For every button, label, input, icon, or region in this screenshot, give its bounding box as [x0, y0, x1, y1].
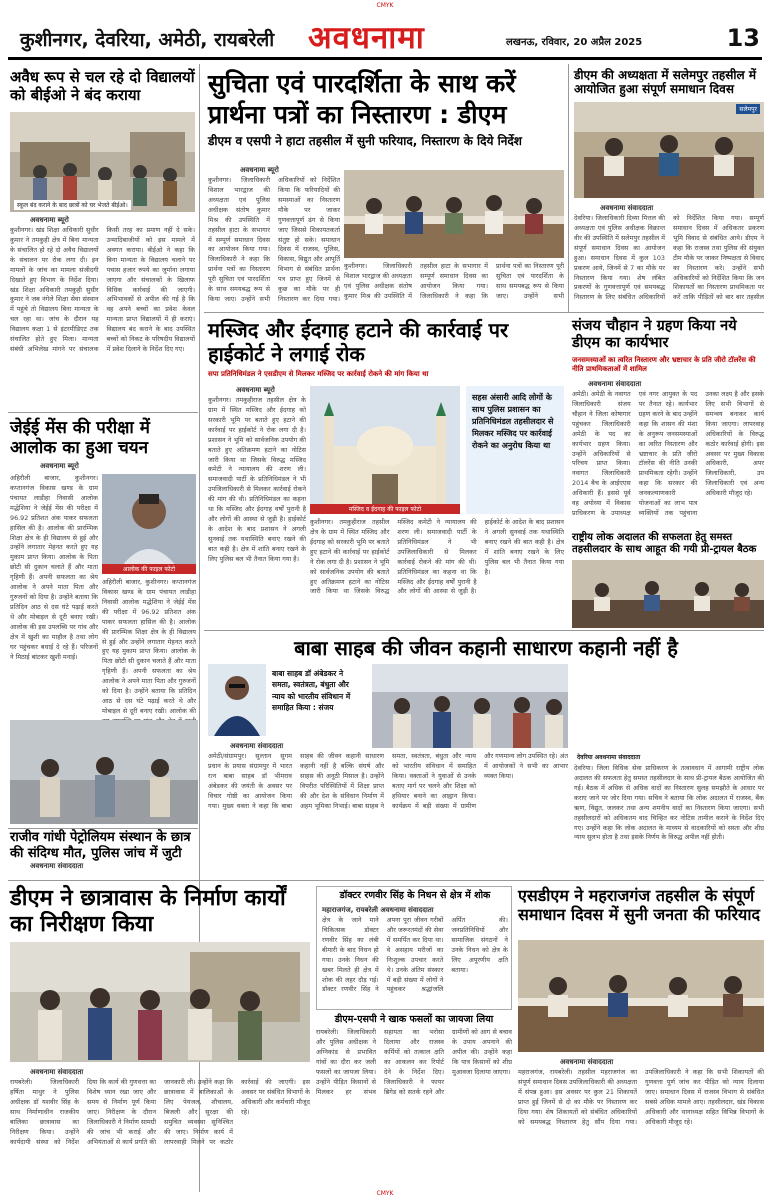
article-body: अमेठी/संग्रामपुर। सुल्तान सुगम प्रधान के प्रयास संग्रामपुर में भारत रत्न बाबा साहब डॉ भीमराव अंबेडकर की जयंती के अवसर पर विचार गोष्ठी का आयोजन किया गया। मुख्य वक्ता ने कहा कि बाबा साहब की जीवन कहानी साधारण कहानी नहीं है बल्कि संघर्ष और साहस की अनूठी मिसाल है। उन्होंने विपरीत परिस्थितियों में शिक्षा प्राप्त की और देश के संविधान निर्माण में अहम भूमिका निभाई। बाबा साहब ने समता, स्वतंत्रता, बंधुता और न्याय को भारतीय संविधान में समाहित किया। वक्ताओं ने युवाओं से उनके बताए मार्ग पर चलने और शिक्षा को हथियार बनाने का आह्वान किया। कार्यक्रम में बड़ी संख्या में ग्रामीण और गणमान्य लोग उपस्थित रहे। अंत में आयोजकों ने सभी का आभार व्यक्त किया।	[208, 752, 568, 810]
pull-quote-text: सहस अंसारी आदि लोगों के साथ पुलिस प्रशासन का प्रतिनिधिमंडल तहसीलदार से मिलकर मस्जिद पर कार्रवाई रोकने का अनुरोध किया था	[472, 393, 554, 450]
article-body: क्षेत्र के जाने माने चिकित्सक डॉक्टर रणवीर सिंह का लंबी बीमारी के बाद निधन हो गया। उनके निधन की खबर मिलते ही क्षेत्र में शोक की लहर दौड़ गई। डॉक्टर रणवीर सिंह ने अपना पूरा जीवन गरीबों और जरूरतमंदों की सेवा में समर्पित कर दिया था। वे असहाय मरीजों का निःशुल्क उपचार करते थे। उनके अंतिम संस्कार में बड़ी संख्या में लोगों ने पहुंचकर श्रद्धांजलि अर्पित की। जनप्रतिनिधियों और सामाजिक संगठनों ने उनके निधन को क्षेत्र के लिए अपूरणीय क्षति बताया।	[322, 916, 508, 994]
photo-hostel-inspection-image	[10, 942, 310, 1062]
article-body-continued	[310, 518, 564, 628]
byline: अवधनामा ब्यूरो	[236, 386, 275, 394]
subhead-lead: डीएम व एसपी ने हाटा तहसील में सुनी फरियाद, निस्तारण के दिये निर्देश	[208, 134, 522, 148]
article-body: देवरिया। जिलाधिकारी दिव्या मित्तल की अध्यक्षता एवं पुलिस अधीक्षक विक्रान्त वीर की उपस्थिति में सलेमपुर तहसील में संपूर्ण समाधान दिवस का आयोजन हुआ। समाधान दिवस में कुल 103 प्रकरण आये, जिनमें से 7 का मौके पर निस्तारण किया गया। शेष लंबित प्रकरणों के गुणवत्तापूर्ण एवं समयबद्ध निस्तारण के लिए संबंधित अधिकारियों को निर्देशित किया गया। सम्पूर्ण समाधान दिवस में अधिकतर प्रकरण भूमि विवाद से संबंधित आये। डीएम ने कहा कि राजस्व तथा पुलिस की संयुक्त टीम मौके पर जाकर निष्पक्षता से विवाद का निस्तारण करे। उन्होंने सभी अधिकारियों को निर्देशित किया कि जन शिकायतों का निस्तारण प्राथमिकता पर करें ताकि पीड़ितों को बार बार तहसील	[574, 214, 764, 302]
spacer	[208, 876, 209, 877]
spacer	[10, 872, 11, 873]
photo-salempur-image	[574, 102, 764, 198]
byline: अवधनामा संवाददाता	[588, 380, 642, 388]
headline-masjid: मस्जिद और ईदगाह हटाने की कार्रवाई पर हाईकोर्ट ने लगाई रोक	[208, 318, 509, 366]
byline: अवधनामा संवाददाता	[30, 1068, 84, 1076]
page-number: 13	[726, 24, 760, 52]
pull-quote-masjid	[466, 386, 564, 514]
article-body: अमेठी। अमेठी के नवागत जिलाधिकारी संजय चौहान ने जिला कोषागार पहुंचकर जिलाधिकारी अमेठी के पद का कार्यभार ग्रहण किया। उन्होंने अधिकारियों से परिचय प्राप्त किया। नवागत जिलाधिकारी 2014 बैच के आईएएस अधिकारी हैं। इससे पूर्व वह अयोध्या में विकास प्राधिकरण के उपाध्यक्ष एवं नगर आयुक्त के पद पर तैनात रहे। कार्यभार ग्रहण करने के बाद उन्होंने कहा कि शासन की मंशा के अनुरूप जनसमस्याओं का त्वरित निस्तारण और भ्रष्टाचार के प्रति जीरो टॉलरेंस की नीति उनकी प्राथमिकता रहेगी। उन्होंने कहा कि सरकार की जनकल्याणकारी योजनाओं का लाभ पात्र व्यक्तियों तक पहुंचाना उनका लक्ष्य है और इसके लिए सभी विभागों से समन्वय बनाकर कार्य किया जाएगा। लापरवाह अधिकारियों के विरुद्ध कठोर कार्रवाई होगी। इस अवसर पर मुख्य विकास अधिकारी, अपर जिलाधिकारी, उप जिलाधिकारी एवं अन्य अधिकारी मौजूद रहे।	[572, 390, 764, 518]
byline: महाराजगंज, रायबरेली अवधनामा संवाददाता	[322, 906, 434, 914]
section-rule	[8, 412, 198, 413]
article-body: रायबरेली। जिलाधिकारी हर्षिता माथुर ने पुलिस अधीक्षक डॉ यशवीर सिंह के साथ निर्माणाधीन राजकीय बालिका छात्रावास का निरीक्षण किया। उन्होंने कार्यदायी संस्था को निर्देश दिया कि कार्य की गुणवत्ता का विशेष ध्यान रखा जाए और समय से निर्माण पूर्ण किया जाए। निरीक्षण के दौरान जिलाधिकारी ने निर्माण सामग्री की जांच भी कराई और अभियंताओं से कार्य प्रगति की जानकारी ली। उन्होंने कहा कि छात्रावास में बालिकाओं के लिए पेयजल, शौचालय, बिजली और सुरक्षा की समुचित व्यवस्था सुनिश्चित की जाए। निर्माण कार्य में लापरवाही मिलने पर कठोर कार्रवाई की जाएगी। इस अवसर पर संबंधित विभागों के अधिकारी और कर्मचारी मौजूद रहे।	[10, 1078, 310, 1146]
photo-babasaheb-event	[372, 664, 568, 748]
article-body: अहिरौली बाजार, कुशीनगर। कप्तानगंज विकास खण्ड के ग्राम पंचायत लाडीहा निवासी आलोक मद्धेशिया ने जेईई मेंस की परीक्षा में 96.92 प्रतिशत अंक पाकर सफलता हासिल की है। आलोक की प्रारम्भिक शिक्षा क्षेत्र के ही विद्यालय से हुई और उन्होंने लगातार मेहनत करते हुए यह मुकाम प्राप्त किया। आलोक के पिता छोटी सी दुकान चलाते हैं और माता गृहिणी हैं। अपनी सफलता का श्रेय आलोक ने अपने माता पिता और गुरुजनों को दिया है। उन्होंने बताया कि प्रतिदिन आठ से दस घंटे पढ़ाई करते थे और मोबाइल से दूरी बनाए रखी। आलोक की इस उपलब्धि पर गांव और क्षेत्र में खुशी का माहौल है तथा लोग घर पहुंचकर बधाई दे रहे हैं। परिजनों ने मिठाई बांटकर खुशी मनाई।	[10, 474, 98, 661]
cmyk-mark: CMYK	[376, 2, 394, 9]
article-body: कुशीनगर। जिलाधिकारी विशाल भारद्वाज की अध्यक्षता एवं पुलिस अधीक्षक संतोष कुमार मिश्र की उपस्थिति में तहसील हाटा के सभागार में सम्पूर्ण समाधान दिवस का आयोजन किया गया। जिलाधिकारी ने कहा कि प्रार्थना पत्रों का निस्तारण पूरी सुचिता एवं पारदर्शिता के साथ समयबद्ध रूप से किया जाए। उन्होंने सभी अधिकारियों को निर्देशित किया कि फरियादियों की समस्याओं का निस्तारण मौके पर जाकर गुणवत्तापूर्ण ढंग से किया जाए जिससे शिकायतकर्ता संतुष्ट हो सके। समाधान दिवस में राजस्व, पुलिस, विकास, विद्युत और आपूर्ति विभाग से संबंधित प्रार्थना पत्र प्राप्त हुए जिनमें से कुछ का मौके पर ही निस्तारण कर दिया गया।	[208, 176, 340, 304]
photo-alok	[102, 474, 196, 574]
subhead-masjid: सपा प्रतिनिधिमंडल ने एसडीएम से मिलकर मस्जिद पर कार्रवाई रोकने की मांग किया था	[208, 370, 429, 378]
byline: अवधनामा संवाददाता	[230, 742, 284, 750]
issue-date: लखनऊ, रविवार, 20 अप्रैल 2025	[506, 37, 643, 48]
headline-bso: अवैध रूप से चल रहे दो विद्यालयों को बीईओ ने बंद कराया	[10, 68, 195, 104]
photo-rgpi	[10, 720, 198, 824]
masthead-cities: कुशीनगर, देवरिया, अमेठी, रायबरेली	[20, 29, 275, 51]
photo-ambedkar	[208, 664, 266, 736]
spacer	[572, 636, 573, 637]
pull-quote-text: बाबा साहब डॉ अंबेडकर ने समता, स्वतंत्रता, बंधुता और न्याय को भारतीय संविधान में समाहित किया : संजय	[272, 669, 351, 712]
photo-masjid-image	[310, 386, 460, 514]
headline-jee: जेईई मेंस की परीक्षा में आलोक का हुआ चयन	[10, 418, 150, 459]
section-rule	[204, 630, 764, 631]
article-body: कुशीनगर। खंड शिक्षा अधिकारी सुधीर कुमार ने तमकुही क्षेत्र में बिना मान्यता के संचालित हो रहे दो अवैध विद्यालयों के संचालन पर रोक लगा दी। इन मामलों के जांच का मामला संजीदगी दिखाते हुए विभाग के निर्देश दिया। खंड शिक्षा अधिकारी तमकुही सुधीर कुमार ने जब नंगेले शिक्षा सेवा संस्थान में पहुंचे तो विद्यालय बिना मान्यता के चल रहा था। जांच के दौरान यह विद्यालय कक्षा 1 से इंटरमीडिएट तक संचालित होते हुए मिला। मान्यता संबंधी अभिलेख मांगने पर संचालक किसी तरह का प्रमाण नहीं दे सके। उन्मादिबाजीयों को इस मामले में अवगत कराया। बीईओ ने कहा कि बिना मान्यता के विद्यालय चलाने पर पचास हजार रुपये का जुर्माना लगाया जाएगा और संचालकों के खिलाफ विधिक कार्रवाई की जाएगी। अभिभावकों से अपील की गई है कि वह अपने बच्चों का प्रवेश केवल मान्यता प्राप्त विद्यालयों में ही कराएं। विद्यालय बंद कराने के बाद उपस्थित बच्चों को निकट के परिषदीय विद्यालयों में प्रवेश दिलाने के निर्देश दिए गए।	[10, 226, 195, 354]
headline-dm-hostel: डीएम ने छात्रावास के निर्माण कार्यों का निरीक्षण किया	[10, 886, 286, 938]
headline-obituary: डॉक्टर रणवीर सिंह के निधन से क्षेत्र में शोक	[339, 890, 491, 901]
photo-lokadalat-image	[572, 560, 764, 628]
column-rule	[568, 64, 569, 312]
byline: अवधनामा संवाददाता	[600, 204, 654, 212]
masthead	[8, 10, 762, 60]
pull-quote-babasaheb	[268, 664, 368, 736]
headline-lokadalat: राष्ट्रीय लोक अदालत की सफलता हेतु समस्त तहसीलदार के साथ आहूत की गयी प्री-ट्रायल बैठक	[572, 532, 757, 555]
photo-caption: सलेमपुर	[736, 104, 760, 114]
photo-masjid	[310, 386, 460, 514]
photo-sdm-image	[518, 940, 764, 1052]
photo-caption: स्कूल बंद कराने के बाद छात्रों को घर भेजते बीईओ।	[14, 200, 131, 210]
photo-alok-image	[102, 474, 196, 574]
photo-hostel-inspection	[10, 942, 310, 1062]
newspaper-logo: अवधनामा	[308, 20, 425, 56]
photo-samadhan-hata	[344, 170, 564, 258]
headline-rgpi: राजीव गांधी पेट्रोलियम संस्थान के छात्र की संदिग्ध मौत, पुलिस जांच में जुटी	[10, 830, 191, 861]
photo-caption: मस्जिद व ईदगाह की फाइल फोटो	[310, 504, 460, 514]
cmyk-mark-bottom: CMYK	[376, 1190, 394, 1197]
article-body-continued-text: कुशीनगर। जिलाधिकारी विशाल भारद्वाज की अध्यक्षता एवं पुलिस अधीक्षक संतोष कुमार मिश्र की उपस्थिति में तहसील हाटा के सभागार में सम्पूर्ण समाधान दिवस का आयोजन किया गया। जिलाधिकारी ने कहा कि प्रार्थना पत्रों का निस्तारण पूरी सुचिता एवं पारदर्शिता के साथ समयबद्ध रूप से किया जाए। उन्होंने सभी	[344, 262, 564, 300]
section-rule	[8, 880, 764, 881]
headline-fire: डीएम-एसपी ने खाक फसलों का जायजा लिया	[334, 1014, 494, 1025]
photo-samadhan-hata-image	[344, 170, 564, 258]
subhead-sanjay: जनसमस्याओं का त्वरित निस्तारण और भ्रष्टाचार के प्रति जीरो टॉलरेंस की नीति प्राथमिकताओं में शामिल	[572, 356, 756, 373]
byline: अवधनामा संवाददाता	[30, 862, 84, 870]
article-body: महराजगंज, रायबरेली। तहसील महराजगंज का संपूर्ण समाधान दिवस उपजिलाधिकारी की अध्यक्षता में संपन्न हुआ। इस अवसर पर कुल 21 शिकायतें प्राप्त हुईं जिनमें से दो का मौके पर निस्तारण कर दिया गया। शेष शिकायतों को संबंधित अधिकारियों को समयबद्ध निस्तारण हेतु सौंप दिया गया। उपजिलाधिकारी ने कहा कि सभी शिकायतों की गुणवत्ता पूर्ण जांच कर पीड़ित को न्याय दिलाया जाए। समाधान दिवस में राजस्व विभाग से संबंधित सबसे अधिक मामले आए। तहसीलदार, खंड विकास अधिकारी और थानाध्यक्ष सहित विभिन्न विभागों के अधिकारी मौजूद रहे।	[518, 1068, 764, 1126]
article-body-continued-text: अहिरौली बाजार, कुशीनगर। कप्तानगंज विकास खण्ड के ग्राम पंचायत लाडीहा निवासी आलोक मद्धेशिया ने जेईई मेंस की परीक्षा में 96.92 प्रतिशत अंक पाकर सफलता हासिल की है। आलोक की प्रारम्भिक शिक्षा क्षेत्र के ही विद्यालय से हुई और उन्होंने लगातार मेहनत करते हुए यह मुकाम प्राप्त किया। आलोक के पिता छोटी सी दुकान चलाते हैं और माता गृहिणी हैं। अपनी सफलता का श्रेय आलोक ने अपने माता पिता और गुरुजनों को दिया है। उन्होंने बताया कि प्रतिदिन आठ से दस घंटे पढ़ाई करते थे और मोबाइल से दूरी बनाए रखी। आलोक की	[102, 578, 196, 715]
photo-caption: आलोक की फाइल फोटो	[102, 564, 196, 574]
headline-babasaheb: बाबा साहब की जीवन कहानी साधारण कहानी नहीं है	[294, 636, 678, 660]
spacer	[322, 1010, 508, 1011]
section-rule	[8, 828, 198, 829]
byline: अवधनामा ब्यूरो	[40, 462, 79, 470]
headline-sdm: एसडीएम ने महराजगंज तहसील के संपूर्ण समाधान दिवस में सुनी जनता की फरियाद	[518, 886, 760, 925]
headline-salempur: डीएम की अध्यक्षता में सलेमपुर तहसील में आयोजित हुआ संपूर्ण समाधान दिवस	[574, 68, 756, 97]
photo-salempur	[574, 102, 764, 198]
byline: अवधनामा ब्यूरो	[30, 216, 69, 224]
photo-rgpi-image	[10, 720, 198, 824]
photo-school-closure	[10, 112, 195, 212]
section-rule	[204, 312, 764, 313]
ambedkar-portrait-image	[208, 664, 266, 736]
photo-caption: देवरिया अवधनामा संवाददाता	[574, 752, 764, 762]
article-body-continued	[344, 262, 564, 310]
article-body: देवरिया। जिला विधिक सेवा प्राधिकरण के तत्वावधान में आगामी राष्ट्रीय लोक अदालत की सफलता हेतु समस्त तहसीलदार के साथ प्री-ट्रायल बैठक आयोजित की गई। बैठक में अधिक से अधिक वादों का निस्तारण सुलह समझौते के आधार पर कराए जाने पर जोर दिया गया। सचिव ने बताया कि लोक अदालत में राजस्व, बैंक ऋण, विद्युत, जलकर तथा अन्य शमनीय वादों का निस्तारण किया जाएगा। सभी तहसीलदारों को अधिकतम वाद चिन्हित कर नोटिस तामील कराने के निर्देश दिए गए। उन्होंने कहा कि लोक अदालत के माध्यम से वादकारियों को सस्ता और शीघ्र न्याय सुलभ होता है तथा इसके निर्णय के विरुद्ध अपील नहीं होती।	[574, 764, 764, 842]
photo-sdm	[518, 940, 764, 1052]
byline: अवधनामा ब्यूरो	[240, 166, 279, 174]
photo-lokadalat	[572, 560, 764, 628]
headline-lead: सुचिता एवं पारदर्शिता के साथ करें प्रार्थना पत्रों का निस्तारण : डीएम	[208, 69, 516, 130]
article-body: कुशीनगर। तमकुहीराज तहसील क्षेत्र के ग्राम में स्थित मस्जिद और ईदगाह को सरकारी भूमि पर बताते हुए हटाने की कार्रवाई पर हाईकोर्ट ने रोक लगा दी है। प्रशासन ने भूमि को सार्वजनिक उपयोग की बताते हुए अतिक्रमण हटाने का नोटिस जारी किया था जिसके विरुद्ध मस्जिद कमेटी ने न्यायालय की शरण ली। समाजवादी पार्टी के प्रतिनिधिमंडल ने भी उपजिलाधिकारी से मिलकर कार्रवाई रोकने की मांग की थी। प्रतिनिधिमंडल का कहना था कि मस्जिद और ईदगाह वर्षों पुरानी है और लोगों की आस्था से जुड़ी है। हाईकोर्ट के आदेश के बाद प्रशासन ने अगली सुनवाई तक यथास्थिति बनाए रखने की बात कही है। क्षेत्र में शांति बनाए रखने के लिए पुलिस बल भी तैनात किया गया है।	[208, 396, 306, 563]
article-body-continued-text: कुशीनगर। तमकुहीराज तहसील क्षेत्र के ग्राम में स्थित मस्जिद और ईदगाह को सरकारी भूमि पर बताते हुए हटाने की कार्रवाई पर हाईकोर्ट ने रोक लगा दी है। प्रशासन ने भूमि को सार्वजनिक उपयोग की बताते हुए अतिक्रमण हटाने का नोटिस जारी किया था जिसके विरुद्ध मस्जिद कमेटी ने न्यायालय की शरण ली। समाजवादी पार्टी के प्रतिनिधिमंडल ने भी उपजिलाधिकारी से मिलकर कार्रवाई रोकने की मांग की थी। प्रतिनिधिमंडल का कहना था कि मस्जिद और ईदगाह वर्षों पुरानी है और लोगों की आस्था से जुड़ी है। हाईकोर्ट के आदेश के बाद प्रशासन ने अगली सुनवाई तक यथास्थिति बनाए रखने की बात कही है। क्षेत्र में शांति बनाए रखने के लिए पुलिस बल भी तैनात किया गया है।	[310, 518, 564, 596]
article-body: रायबरेली। जिलाधिकारी और पुलिस अधीक्षक ने अग्निकांड से प्रभावित गांवों का दौरा कर जली फसलों का जायजा लिया। उन्होंने पीड़ित किसानों से मिलकर हर संभव सहायता का भरोसा दिलाया और राजस्व कर्मियों को तत्काल क्षति का आकलन कर रिपोर्ट देने के निर्देश दिए। जिलाधिकारी ने फायर ब्रिगेड को सतर्क रहने और ग्रामीणों को आग से बचाव के उपाय अपनाने की अपील की। उन्होंने कहा कि पात्र किसानों को शीघ्र मुआवजा दिलाया जाएगा।	[316, 1028, 512, 1096]
byline: अवधनामा संवाददाता	[560, 1058, 614, 1066]
photo-babasaheb-event-image	[372, 664, 568, 748]
photo-school-closure-image	[10, 112, 195, 212]
headline-sanjay: संजय चौहान ने ग्रहण किया नये डीएम का कार्यभार	[572, 318, 737, 352]
